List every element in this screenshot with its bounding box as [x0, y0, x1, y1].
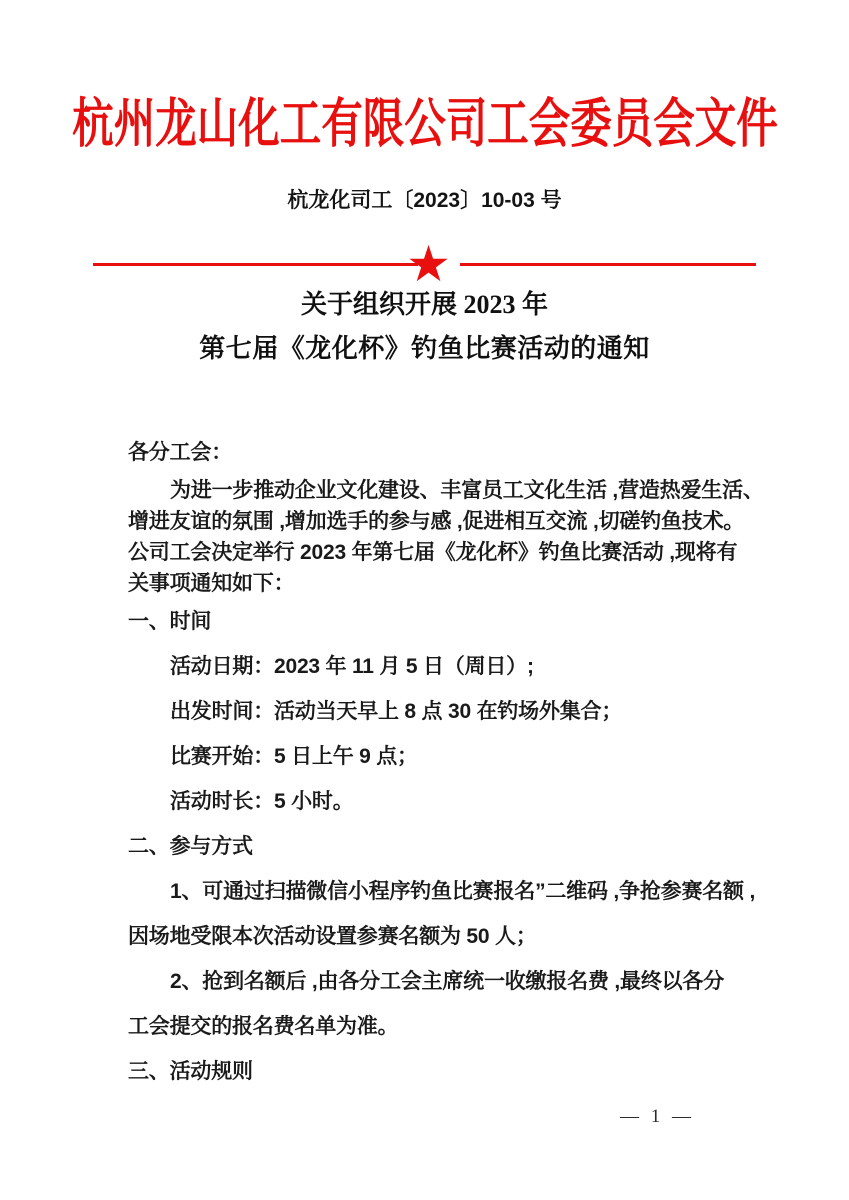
section-heading-participation: 二、参与方式 [128, 835, 253, 858]
intro-line: 为进一步推动企业文化建设、丰富员工文化生活 ,营造热爱生活、 [170, 479, 764, 502]
participation-item-1-line: 1、可通过扫描微信小程序钓鱼比赛报名”二维码 ,争抢参赛名额 , [170, 880, 756, 903]
letterhead-divider [0, 236, 849, 292]
participation-item-1 [128, 869, 757, 959]
divider-line-right [460, 263, 756, 266]
intro-line: 关事项通知如下： [128, 572, 295, 595]
organization-title: 杭州龙山化工有限公司工会委员会文件 [71, 93, 778, 154]
section-heading-rules: 三、活动规则 [128, 1060, 253, 1083]
intro-paragraph [128, 475, 764, 599]
participation-item-2-line: 2、抢到名额后 ,由各分工会主席统一收缴报名费 ,最终以各分 [170, 970, 725, 993]
notice-title-line1: 关于组织开展 2023 年 [300, 290, 548, 319]
document-body [128, 430, 764, 1094]
participation-item-1-line: 因场地受限本次活动设置参赛名额为 50 人； [128, 925, 537, 948]
item-competition-start: 比赛开始：5 日上午 9 点； [170, 745, 418, 768]
intro-line: 增进友谊的氛围 ,增加选手的参与感 ,促进相互交流 ,切磋钓鱼技术。 [128, 510, 745, 533]
item-activity-duration: 活动时长：5 小时。 [170, 790, 354, 813]
participation-item-2 [128, 959, 757, 1049]
section-heading-time: 一、时间 [128, 610, 212, 633]
star-icon: ★ [406, 236, 451, 292]
divider-line-left [93, 263, 418, 266]
item-departure-time: 出发时间：活动当天早上 8 点 30 在钓场外集合； [170, 700, 623, 723]
page-number: — 1 — [620, 1106, 691, 1127]
document-number: 杭龙化司工〔2023〕10-03 号 [287, 189, 562, 212]
notice-title-line2: 第七届《龙化杯》钓鱼比赛活动的通知 [199, 334, 650, 363]
intro-line: 公司工会决定举行 2023 年第七届《龙化杯》钓鱼比赛活动 ,现将有 [128, 541, 738, 564]
salutation: 各分工会： [128, 441, 232, 464]
item-activity-date: 活动日期：2023 年 11 月 5 日（周日）; [170, 655, 534, 678]
participation-item-2-line: 工会提交的报名费名单为准。 [128, 1015, 399, 1038]
red-letterhead [0, 0, 849, 154]
